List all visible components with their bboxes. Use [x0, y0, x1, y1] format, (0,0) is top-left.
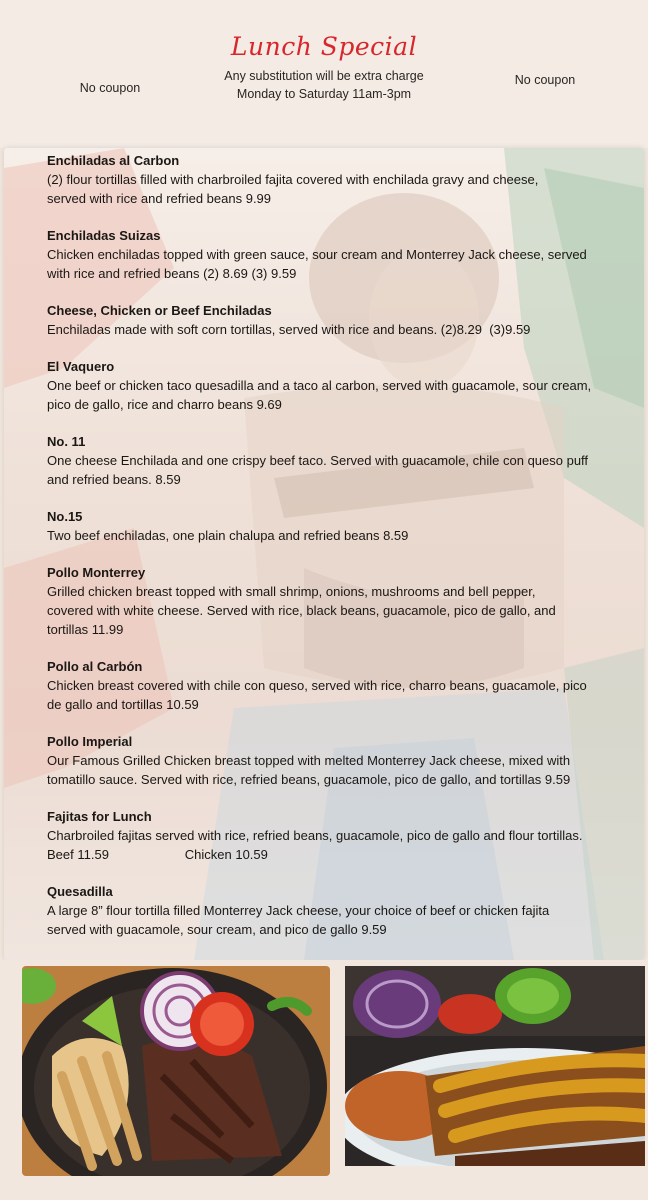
menu-item-description [47, 245, 637, 283]
description-line: One beef or chicken taco quesadilla and a taco al carbon, served with guacamole, sour cream, [47, 378, 592, 393]
menu-item-description [47, 170, 637, 208]
menu-item-name: El Vaquero [47, 359, 115, 374]
description-line: served with guacamole, sour cream, and pico de gallo 9.59 [47, 922, 387, 937]
menu-item-description [47, 676, 637, 714]
food-photos [0, 960, 648, 1200]
menu-item [47, 564, 637, 639]
menu-item [47, 883, 637, 939]
menu-item [47, 302, 637, 339]
description-line: Chicken enchiladas topped with green sauce, sour cream and Monterrey Jack cheese, served [47, 247, 587, 262]
description-line: Our Famous Grilled Chicken breast topped with melted Monterrey Jack cheese, mixed with [47, 753, 571, 768]
description-line: tomatillo sauce. Served with rice, refried beans, guacamole, pico de gallo, and tortillas 9.59 [47, 772, 571, 787]
menu-item-name: Pollo Imperial [47, 734, 133, 749]
description-line: and refried beans. 8.59 [47, 472, 181, 487]
description-line: Two beef enchiladas, one plain chalupa and refried beans 8.59 [47, 528, 409, 543]
menu-item-description [47, 320, 637, 339]
menu-items-list [47, 152, 637, 958]
description-line: with rice and refried beans (2) 8.69 (3) 9.59 [47, 266, 297, 281]
no-coupon-left: No coupon [79, 81, 141, 95]
fajitas-photo [22, 966, 330, 1176]
description-line: Charbroiled fajitas served with rice, refried beans, guacamole, pico de gallo and flour tortillas. [47, 828, 583, 843]
enchiladas-photo [345, 966, 645, 1166]
description-line: Enchiladas made with soft corn tortillas, served with rice and beans. (2)8.29 (3)9.59 [47, 322, 531, 337]
substitution-note: Any substitution will be extra charge [224, 69, 424, 83]
hours-note: Monday to Saturday 11am-3pm [236, 87, 412, 101]
menu-title: Lunch Special [230, 32, 418, 61]
description-line: One cheese Enchilada and one crispy beef taco. Served with guacamole, chile con queso puff [47, 453, 589, 468]
no-coupon-right: No coupon [514, 73, 576, 87]
menu-item-name: Pollo al Carbón [47, 659, 143, 674]
description-line: A large 8” flour tortilla filled Monterrey Jack cheese, your choice of beef or chicken fajita [47, 903, 550, 918]
description-line: (2) flour tortillas filled with charbroiled fajita covered with enchilada gravy and cheese, [47, 172, 539, 187]
description-line: Chicken breast covered with chile con queso, served with rice, charro beans, guacamole, pico [47, 678, 587, 693]
description-line: tortillas 11.99 [47, 622, 124, 637]
menu-item-description [47, 526, 637, 545]
menu-item-name: Cheese, Chicken or Beef Enchiladas [47, 303, 272, 318]
description-line: de gallo and tortillas 10.59 [47, 697, 199, 712]
description-line: Grilled chicken breast topped with small shrimp, onions, mushrooms and bell pepper, [47, 584, 536, 599]
menu-item [47, 508, 637, 545]
description-line: pico de gallo, rice and charro beans 9.69 [47, 397, 282, 412]
description-line: covered with white cheese. Served with rice, black beans, guacamole, pico de gallo, and [47, 603, 556, 618]
menu-item [47, 433, 637, 489]
menu-item-name: Fajitas for Lunch [47, 809, 152, 824]
menu-item [47, 733, 637, 789]
menu-item-description [47, 901, 637, 939]
menu-panel [4, 148, 644, 960]
menu-item [47, 152, 637, 208]
menu-item [47, 658, 637, 714]
menu-item [47, 808, 637, 864]
menu-item-description [47, 376, 637, 414]
menu-item-name: No.15 [47, 509, 83, 524]
description-line: Beef 11.59 Chicken 10.59 [47, 847, 268, 862]
menu-item-name: No. 11 [47, 434, 86, 449]
menu-item-description [47, 582, 637, 639]
menu-item-description [47, 826, 637, 864]
menu-item-name: Enchiladas al Carbon [47, 153, 180, 168]
menu-item-description [47, 751, 637, 789]
menu-header [0, 0, 648, 148]
menu-subtitle [170, 67, 478, 103]
menu-item-name: Enchiladas Suizas [47, 228, 161, 243]
menu-item-description [47, 451, 637, 489]
menu-item-name: Pollo Monterrey [47, 565, 146, 580]
description-line: served with rice and refried beans 9.99 [47, 191, 272, 206]
menu-item [47, 227, 637, 283]
menu-item-name: Quesadilla [47, 884, 113, 899]
menu-item [47, 358, 637, 414]
